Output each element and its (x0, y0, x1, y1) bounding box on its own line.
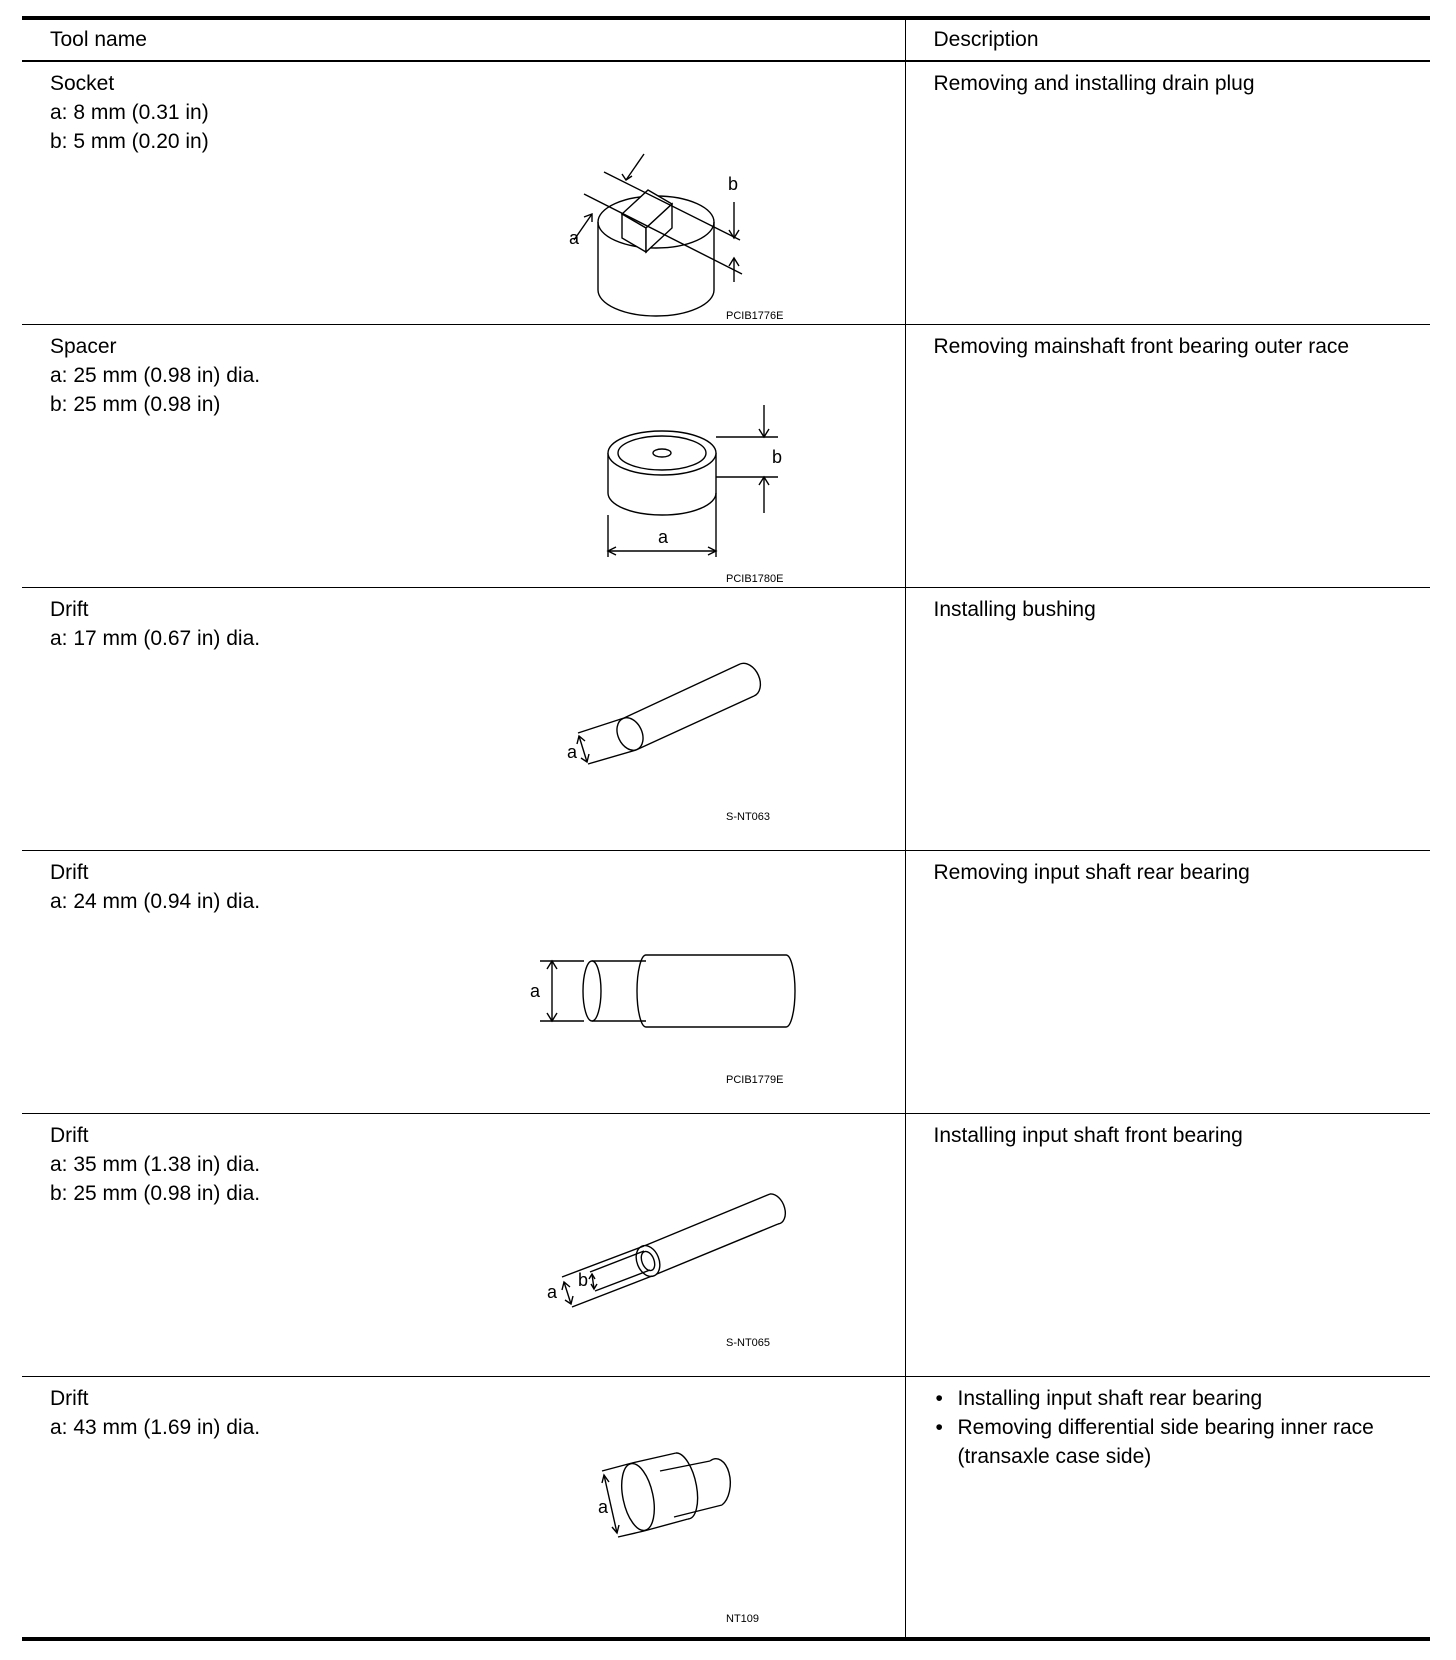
tool-spec: a: 17 mm (0.67 in) dia. (50, 626, 261, 650)
figure-code: PCIB1779E (726, 1073, 784, 1086)
figure-code: S-NT063 (726, 810, 771, 823)
tool-name: Drift (50, 597, 89, 621)
tool-description: Installing input shaft front bearing (933, 1123, 1243, 1147)
special-tools-table (22, 16, 1430, 1641)
spacer-illustration (522, 325, 862, 587)
table-header-row (22, 18, 1430, 61)
tool-name: Spacer (50, 334, 117, 358)
tool-description: Removing input shaft rear bearing (933, 860, 1250, 884)
description-cell (905, 1376, 1430, 1639)
short-drift-illustration (522, 1377, 862, 1639)
description-cell (905, 587, 1430, 850)
special-tools-sheet (22, 16, 1430, 1641)
hollow-drift-illustration (522, 1114, 862, 1376)
tool-cell (22, 1113, 905, 1376)
tool-description: Installing bushing (933, 597, 1096, 621)
description-cell (905, 61, 1430, 324)
tool-cell (22, 1376, 905, 1639)
dimension-label-a: a (598, 1496, 609, 1517)
table-row (22, 61, 1430, 324)
dimension-label-b: b (578, 1269, 589, 1290)
tool-spec: a: 35 mm (1.38 in) dia. (50, 1152, 261, 1176)
tool-spec: b: 25 mm (0.98 in) dia. (50, 1181, 261, 1205)
description-cell (905, 324, 1430, 587)
description-header: Description (905, 18, 1430, 61)
drift-illustration (522, 588, 862, 850)
tool-spec: a: 43 mm (1.69 in) dia. (50, 1415, 261, 1439)
table-row (22, 1376, 1430, 1639)
stepped-drift-illustration (522, 851, 862, 1113)
table-row (22, 850, 1430, 1113)
dimension-label-a: a (530, 980, 541, 1001)
table-row (22, 324, 1430, 587)
dimension-label-a: a (567, 741, 578, 762)
tool-name: Drift (50, 1386, 89, 1410)
dimension-label-a: a (547, 1281, 558, 1302)
tool-spec: b: 25 mm (0.98 in) (50, 392, 221, 416)
dimension-label-a: a (569, 228, 580, 248)
dimension-label-b: b (772, 446, 783, 467)
tool-spec: a: 25 mm (0.98 in) dia. (50, 363, 261, 387)
figure-code: NT109 (726, 1612, 760, 1625)
tool-name: Drift (50, 1123, 89, 1147)
description-list (934, 1384, 1411, 1471)
tool-cell (22, 61, 905, 324)
tool-spec: a: 8 mm (0.31 in) (50, 101, 209, 124)
table-row (22, 1113, 1430, 1376)
tool-cell (22, 324, 905, 587)
tool-description: Removing and installing drain plug (933, 72, 1255, 95)
tool-spec: a: 24 mm (0.94 in) dia. (50, 889, 261, 913)
tool-name-header: Tool name (22, 18, 905, 61)
description-cell (905, 1113, 1430, 1376)
tool-cell (22, 587, 905, 850)
dimension-label-a: a (658, 526, 669, 547)
socket-illustration (522, 62, 862, 324)
table-row (22, 587, 1430, 850)
list-item: • Removing differential side bearing inner race (transaxle case side) (934, 1413, 1411, 1471)
description-cell (905, 850, 1430, 1113)
list-item: • Installing input shaft rear bearing (934, 1384, 1411, 1413)
tool-name: Socket (50, 72, 115, 95)
figure-code: PCIB1780E (726, 572, 784, 585)
figure-code: PCIB1776E (726, 310, 784, 322)
tool-spec: b: 5 mm (0.20 in) (50, 130, 209, 153)
tool-description: Removing mainshaft front bearing outer race (933, 334, 1350, 358)
dimension-label-b: b (728, 174, 739, 194)
tool-cell (22, 850, 905, 1113)
tool-name: Drift (50, 860, 89, 884)
figure-code: S-NT065 (726, 1336, 771, 1349)
